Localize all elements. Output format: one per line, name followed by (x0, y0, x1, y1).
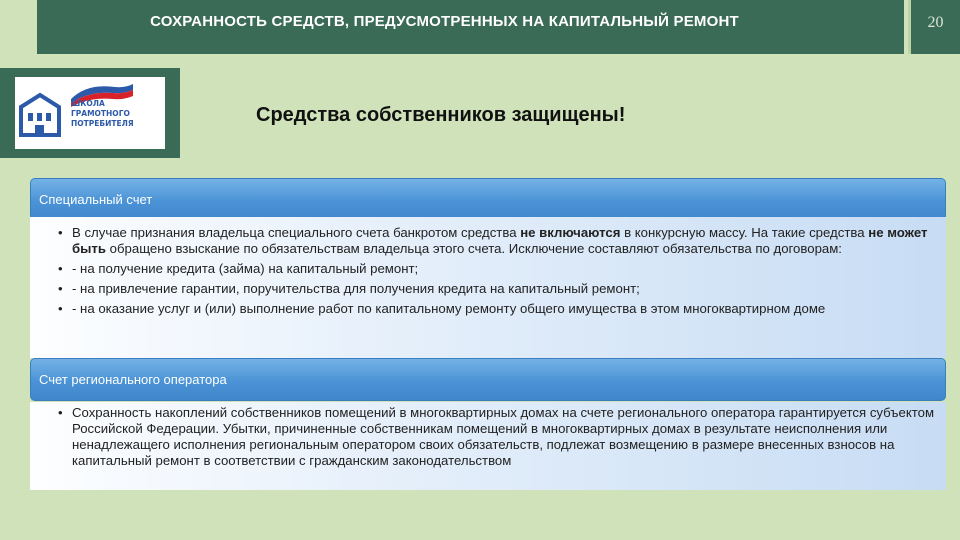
page-number: 20 (927, 14, 944, 31)
bullet-list (56, 405, 936, 473)
section-body-special-account (30, 217, 946, 358)
list-item: • В случае признания владельца специального счета банкротом средства не включаются в конкурсную массу. На такие средства не может быть обращено взыскание по обязательствам владельца этого счета. Исключение составляют обязательства по договорам: (56, 225, 936, 257)
subtitle: Средства собственников защищены! (256, 104, 626, 126)
list-item: • - на получение кредита (займа) на капитальный ремонт; (56, 261, 936, 277)
bullet-list (56, 225, 936, 321)
logo (15, 77, 165, 149)
logo-text: ШКОЛА ГРАМОТНОГО ПОТРЕБИТЕЛЯ (71, 99, 134, 128)
section-header-special-account (30, 178, 946, 221)
section-title: Счет регионального оператора (39, 372, 227, 387)
bottom-band (0, 507, 960, 540)
logo-box (0, 68, 180, 158)
header-bar (37, 0, 904, 54)
section-header-regional-operator (30, 358, 946, 401)
section-title: Специальный счет (39, 192, 153, 207)
list-item: • - на привлечение гарантии, поручительства для получения кредита на капитальный ремонт; (56, 281, 936, 297)
page-title: СОХРАННОСТЬ СРЕДСТВ, ПРЕДУСМОТРЕННЫХ НА КАПИТАЛЬНЫЙ РЕМОНТ (150, 12, 739, 30)
page-number-box (908, 0, 960, 54)
list-item: • - на оказание услуг и (или) выполнение работ по капитальному ремонту общего имущества в этом многоквартирном доме (56, 301, 936, 317)
list-item: • Сохранность накоплений собственников помещений в многоквартирных домах на счете регионального оператора гарантируется субъектом Российской Федерации. Убытки, причиненные собственникам помещений в многоквартирных домах в результате неисполнения или ненадлежащего исполнения региональным оператором своих обязательств, подлежат возмещению в размере внесенных взносов на капитальный ремонт в соответствии с гражданским законодательством (56, 405, 936, 469)
section-body-regional-operator (30, 402, 946, 490)
